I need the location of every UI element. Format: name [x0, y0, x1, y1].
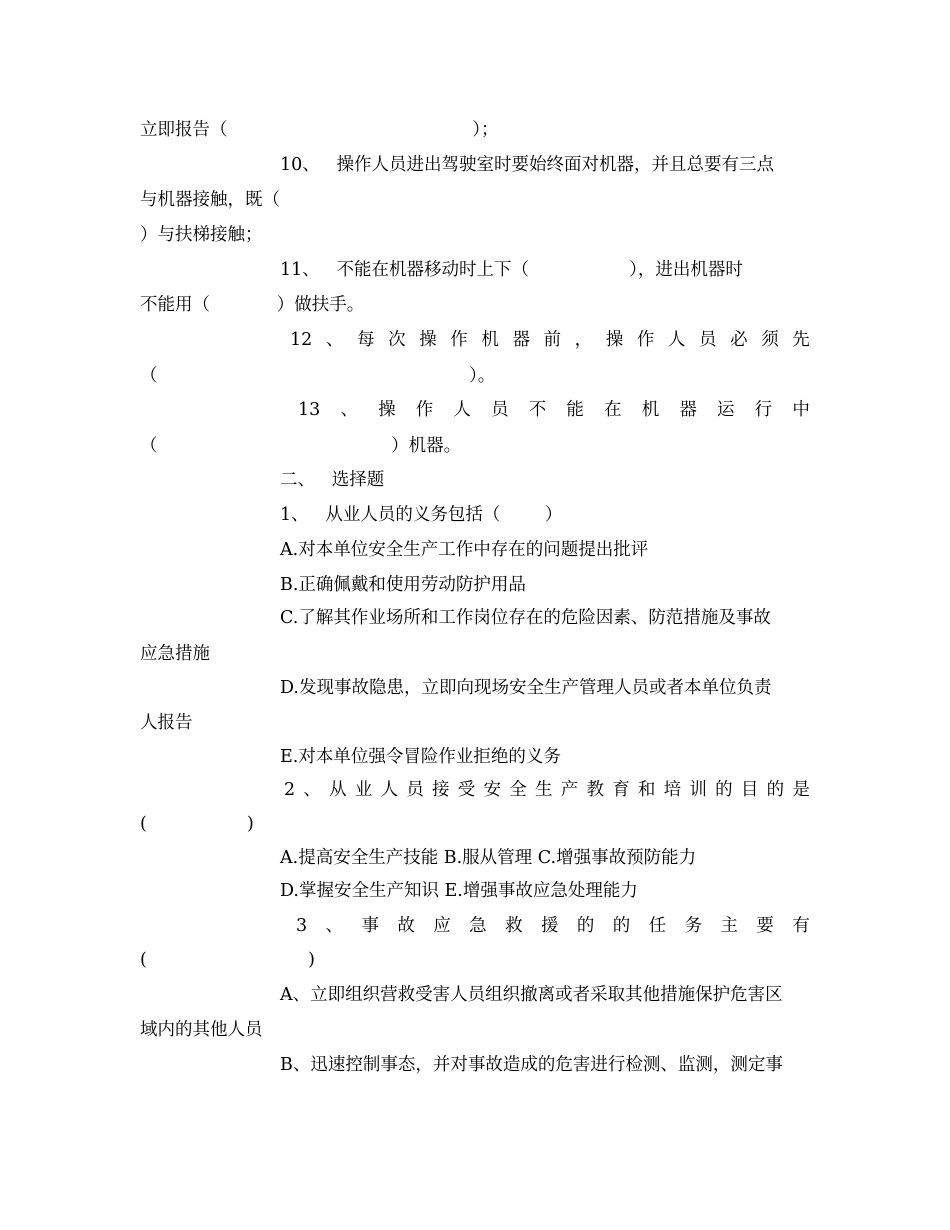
- q2-char: 目: [740, 780, 759, 800]
- q2-char: 员: [406, 780, 424, 800]
- q2-char: 培: [663, 780, 682, 800]
- q2-char: 从: [329, 780, 347, 800]
- text-line: ( ): [140, 814, 254, 834]
- question-2-line: [284, 778, 810, 802]
- q12-char: 器: [512, 330, 530, 350]
- q2-char: 是: [792, 780, 810, 800]
- q13-char: 操: [378, 400, 396, 420]
- q13-char: 机: [641, 400, 660, 420]
- q12-char: 先: [792, 330, 810, 350]
- text-line: （ ）。: [140, 366, 496, 386]
- q3-char: 主: [720, 916, 739, 936]
- q2-char: 育: [612, 780, 630, 800]
- option-line: D.掌握安全生产知识 E.增强事故应急处理能力: [280, 881, 638, 901]
- q13-char: 在: [604, 400, 622, 420]
- q12-char: 操: [419, 330, 437, 350]
- q12-char: ，: [574, 330, 593, 350]
- question-3-line: [296, 914, 810, 938]
- q2-char: 接: [432, 780, 450, 800]
- text-line: ）与扶梯接触；: [140, 225, 263, 245]
- q12-char: 每: [356, 330, 375, 350]
- q3-char: 援: [540, 916, 559, 936]
- section-heading: 二、 选择题: [280, 470, 385, 490]
- q2-char: 的: [766, 780, 785, 800]
- option-line: E.对本单位强令冒险作业拒绝的义务: [280, 747, 561, 767]
- text-line: 应急措施: [140, 644, 210, 664]
- question-11-line: 11、 不能在机器移动时上下（ ），进出机器时: [280, 260, 743, 280]
- q3-char: 应: [433, 916, 451, 936]
- question-1-line: 1、 从业人员的义务包括（ ）: [280, 505, 563, 525]
- q12-char: 作: [450, 330, 468, 350]
- q3-char: 的: [576, 916, 595, 936]
- q13-char: 运: [717, 400, 735, 420]
- q13-char: 13: [298, 400, 321, 420]
- text-line: 域内的其他人员: [140, 1020, 263, 1040]
- q3-char: 要: [756, 916, 774, 936]
- q13-char: 作: [415, 400, 434, 420]
- q3-char: 有: [792, 916, 810, 936]
- q12-char: 必: [730, 330, 748, 350]
- q3-char: 事: [361, 916, 379, 936]
- q13-char: 、: [340, 400, 358, 420]
- q2-char: 受: [457, 780, 476, 800]
- q2-char: 全: [509, 780, 527, 800]
- q12-char: 12: [290, 330, 313, 350]
- q12-char: 操: [605, 330, 624, 350]
- q3-char: 务: [684, 916, 703, 936]
- q3-char: 的: [612, 916, 631, 936]
- q2-char: 产: [560, 780, 579, 800]
- q3-char: 任: [648, 916, 667, 936]
- q12-char: 前: [543, 330, 562, 350]
- question-10-line: 10、 操作人员进出驾驶室时要始终面对机器，并且总要有三点: [280, 155, 774, 175]
- q13-char: 中: [792, 400, 810, 420]
- option-line: D.发现事故隐患，立即向现场安全生产管理人员或者本单位负责: [280, 678, 772, 698]
- q3-char: 救: [505, 916, 523, 936]
- q2-char: 生: [534, 780, 553, 800]
- q2-char: 安: [483, 780, 502, 800]
- option-line: A、立即组织营救受害人员组织撤离或者采取其他措施保护危害区: [280, 985, 783, 1005]
- option-line: A.对本单位安全生产工作中存在的问题提出批评: [280, 540, 649, 560]
- q13-char: 不: [528, 400, 547, 420]
- option-line: C.了解其作业场所和工作岗位存在的危险因素、防范措施及事故: [280, 608, 771, 628]
- q2-char: 2: [284, 780, 296, 800]
- q13-char: 行: [754, 400, 773, 420]
- text-line: 人报告: [140, 713, 193, 733]
- q12-char: 作: [636, 330, 655, 350]
- q12-char: 、: [325, 330, 344, 350]
- question-12-line: [290, 328, 810, 352]
- q13-char: 器: [679, 400, 697, 420]
- q12-char: 机: [481, 330, 499, 350]
- q12-char: 员: [699, 330, 717, 350]
- question-13-line: [298, 398, 810, 422]
- q2-char: 和: [637, 780, 656, 800]
- q2-char: 训: [689, 780, 707, 800]
- option-line: B、迅速控制事态，并对事故造成的危害进行检测、监测，测定事: [280, 1055, 783, 1075]
- q3-char: 故: [397, 916, 415, 936]
- option-line: A.提高安全生产技能 B.服从管理 C.增强事故预防能力: [280, 848, 697, 868]
- q2-char: 教: [586, 780, 604, 800]
- q2-char: 、: [303, 780, 321, 800]
- option-line: B.正确佩戴和使用劳动防护用品: [280, 575, 526, 595]
- q13-char: 员: [491, 400, 509, 420]
- q2-char: 业: [354, 780, 373, 800]
- q3-char: 急: [469, 916, 487, 936]
- q2-char: 人: [380, 780, 399, 800]
- text-line: ( ): [140, 950, 315, 970]
- text-line: 不能用（ ）做扶手。: [140, 295, 365, 315]
- q3-char: 、: [325, 916, 344, 936]
- q13-char: 人: [453, 400, 471, 420]
- q13-char: 能: [566, 400, 584, 420]
- text-line: （ ）机器。: [140, 436, 462, 456]
- q2-char: 的: [715, 780, 733, 800]
- q3-char: 3: [296, 916, 308, 936]
- text-line: 与机器接触，既（: [140, 190, 280, 210]
- text-line: 立即报告（ ）；: [140, 120, 499, 140]
- q12-char: 人: [667, 330, 686, 350]
- q12-char: 次: [388, 330, 406, 350]
- q12-char: 须: [761, 330, 779, 350]
